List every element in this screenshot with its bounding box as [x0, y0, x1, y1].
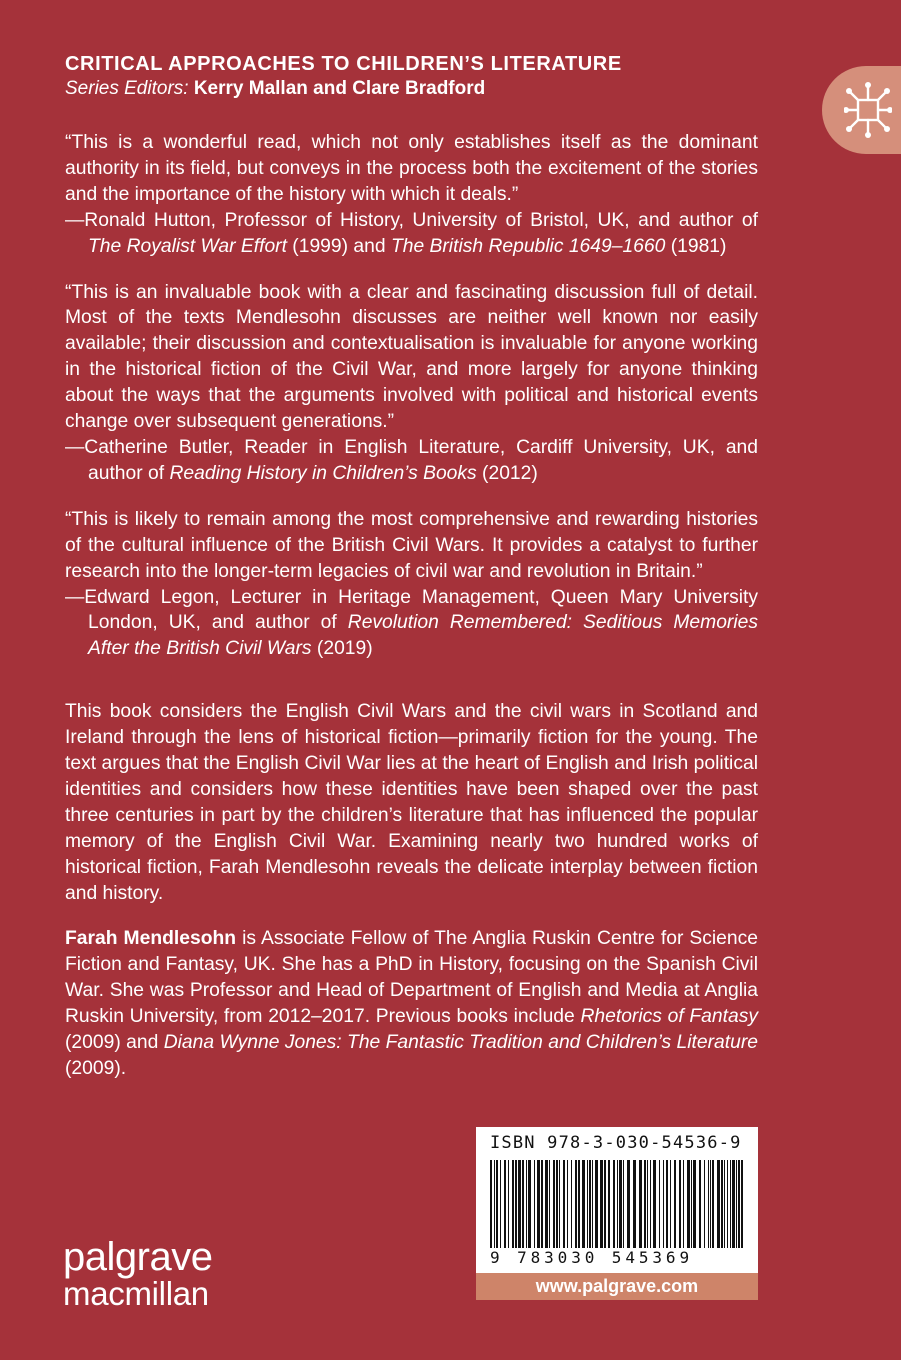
barcode-bar [639, 1160, 642, 1254]
attribution-book-title: Revolution Remembered: Seditious Memories After the British Civil Wars [88, 612, 758, 660]
attribution-text: —Catherine Butler, Reader in English Literature, Cardiff University, UK, and author of [65, 436, 758, 484]
series-header [65, 52, 622, 102]
barcode-bar [508, 1160, 509, 1254]
barcode-bar [670, 1160, 671, 1254]
barcode-bar [528, 1160, 531, 1254]
publisher-url[interactable]: www.palgrave.com [476, 1273, 758, 1300]
isbn-barcode [476, 1127, 758, 1273]
barcode-bar [619, 1160, 622, 1254]
barcode-bar [717, 1160, 720, 1254]
barcode-bar [704, 1160, 705, 1254]
barcode-bar [490, 1160, 492, 1254]
quote-text: “This is an invaluable book with a clear and fascinating discussion full of detail. Most of the texts Mendlesohn discusses are neither well known nor easily available; their discussion and contextualisation is invaluable for anyone working in the historical fiction of the Civil War, and more largely for anyone thinking about the ways that the arguments involved with political and historical events change over subsequent generations.” [65, 281, 758, 433]
series-editors [65, 76, 622, 102]
barcode-bar [736, 1160, 737, 1254]
author-bio [65, 926, 758, 1081]
barcode-bar [724, 1160, 725, 1254]
barcode-bar [582, 1160, 585, 1254]
barcode-bars [490, 1160, 744, 1254]
attribution-book-title: Reading History in Children’s Books [169, 462, 477, 484]
barcode-bar [556, 1160, 558, 1254]
quote-text: “This is a wonderful read, which not only establishes itself as the dominant authority in its field, but conveys in the process both the excitement of the stories and the importance of the history with which it deals.” [65, 132, 758, 205]
quote-attribution [65, 585, 758, 663]
series-editors-label: Series Editors: [65, 78, 189, 99]
barcode-bar [600, 1160, 603, 1254]
barcode-bar [504, 1160, 506, 1254]
barcode-bar [647, 1160, 648, 1254]
palgrave-emblem-icon [844, 81, 892, 139]
author-name: Farah Mendlesohn [65, 928, 237, 950]
book-description: This book considers the English Civil Wars and the civil wars in Scotland and Ireland through the lens of historical fiction—primarily fiction for the young. The text argues that the English Civil War lies at the heart of English and Irish political identities and considers how these identities have been shaped over the past three centuries in part by the children’s literature that has influenced the popular memory of the English Civil War. Examining nearly two hundred works of historical fiction, Farah Mendlesohn reveals the delicate interplay between fiction and history. [65, 701, 758, 904]
bio-text: (2009) and [65, 1032, 164, 1054]
barcode-bar [559, 1160, 560, 1254]
barcode-bar [710, 1160, 711, 1254]
barcode-bar [541, 1160, 543, 1254]
barcode-bar [732, 1160, 735, 1254]
barcode-bar [526, 1160, 527, 1254]
palgrave-macmillan-logo [63, 1237, 212, 1311]
bio-text: is Associate Fellow of The Anglia Ruskin Centre for Science Fiction and Fantasy, UK. She has a PhD in History, focusing on the Spanish Civil War. She was Professor and Head of Department of English and Media at Anglia Ruskin University, from 2012–2017. Previous books include [65, 928, 758, 1028]
barcode-bar [595, 1160, 598, 1254]
barcode-bar [578, 1160, 580, 1254]
attribution-text: (1981) [665, 235, 727, 257]
barcode-bar [512, 1160, 514, 1254]
barcode-bar [522, 1160, 524, 1254]
quote-attribution [65, 208, 758, 260]
review-quote [65, 130, 758, 260]
series-editors-names: Kerry Mallan and Clare Bradford [193, 78, 486, 99]
review-quote [65, 280, 758, 487]
barcode-bar [549, 1160, 550, 1254]
barcode-bar [687, 1160, 690, 1254]
attribution-text: —Ronald Hutton, Professor of History, University of Bristol, UK, and author of [65, 209, 758, 231]
barcode-bar [712, 1160, 714, 1254]
barcode-bar [589, 1160, 591, 1254]
attribution-text: (2012) [476, 462, 538, 484]
barcode-bar [627, 1160, 630, 1254]
attribution-text: (1999) and [286, 235, 391, 257]
quote-attribution [65, 435, 758, 487]
barcode-bar [738, 1160, 740, 1254]
barcode-bar [567, 1160, 568, 1254]
bio-text: (2009). [65, 1058, 127, 1079]
review-quote [65, 507, 758, 662]
barcode-bar [587, 1160, 588, 1254]
barcode-bar [623, 1160, 624, 1254]
barcode-bar [659, 1160, 660, 1254]
barcode-bar [693, 1160, 696, 1254]
barcode-bar [613, 1160, 615, 1254]
logo-line-palgrave: palgrave [63, 1235, 213, 1279]
barcode-bar [494, 1160, 495, 1254]
attribution-text: —Edward Legon, Lecturer in Heritage Management, Queen Mary University London, UK, and author of [65, 586, 758, 634]
barcode-bar [653, 1160, 656, 1254]
barcode-bar [500, 1160, 501, 1254]
barcode-bar [644, 1160, 646, 1254]
barcode-bar [683, 1160, 684, 1254]
barcode-bar [730, 1160, 731, 1254]
barcode-bar [617, 1160, 618, 1254]
logo-line-macmillan: macmillan [63, 1275, 209, 1312]
quote-text: “This is likely to remain among the most comprehensive and rewarding histories of the cultural influence of the British Civil Wars. It provides a catalyst to further research into the longer-term legacies of civil war and revolution in Britain.” [65, 508, 758, 582]
attribution-text: (2019) [311, 638, 373, 660]
barcode-bar [571, 1160, 572, 1254]
barcode-bar [674, 1160, 676, 1254]
barcode-bar [633, 1160, 636, 1254]
barcode-bar [534, 1160, 535, 1254]
barcode-bar [721, 1160, 723, 1254]
barcode-bar [496, 1160, 498, 1254]
bio-book-title: Rhetorics of Fantasy [580, 1006, 758, 1028]
barcode-bar [575, 1160, 577, 1254]
isbn-label: ISBN 978-3-030-54536-9 [490, 1133, 742, 1153]
barcode-bar [608, 1160, 610, 1254]
barcode-bar [563, 1160, 565, 1254]
attribution-book-title: The British Republic 1649–1660 [390, 235, 666, 257]
barcode-bar [545, 1160, 548, 1254]
barcode-bar [592, 1160, 593, 1254]
barcode-bar [666, 1160, 668, 1254]
barcode-bar [553, 1160, 555, 1254]
barcode-bar [679, 1160, 681, 1254]
barcode-bar [604, 1160, 606, 1254]
palgrave-badge [822, 66, 901, 154]
barcode-bar [518, 1160, 521, 1254]
attribution-book-title: The Royalist War Effort [88, 235, 287, 257]
barcode-bar [663, 1160, 664, 1254]
barcode-bar [537, 1160, 540, 1254]
barcode-digits: 9 783030 545369 [490, 1248, 744, 1267]
barcode-bar [515, 1160, 517, 1254]
barcode-bar [708, 1160, 709, 1254]
barcode-bar [741, 1160, 743, 1254]
back-cover-text [65, 130, 758, 1082]
barcode-bar [691, 1160, 692, 1254]
series-title: CRITICAL APPROACHES TO CHILDREN’S LITERATURE [65, 53, 622, 75]
barcode-bar [699, 1160, 701, 1254]
bio-book-title: Diana Wynne Jones: The Fantastic Tradition and Children’s Literature [163, 1032, 759, 1054]
barcode-bar [650, 1160, 651, 1254]
barcode-bar [727, 1160, 728, 1254]
